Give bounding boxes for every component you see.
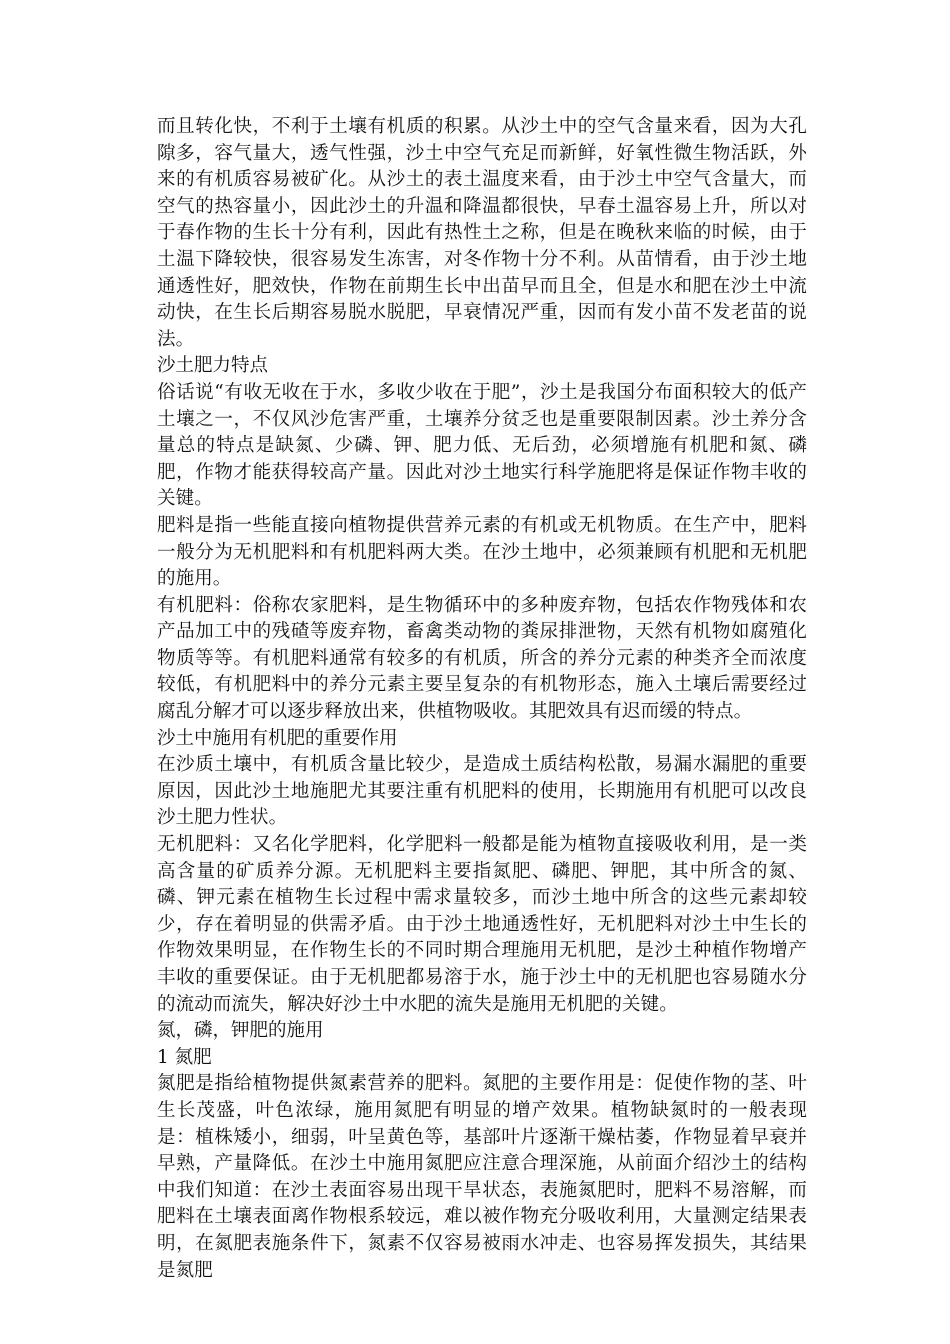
document-page <box>157 114 807 1284</box>
paragraph-fertilizer-definition: 肥料是指一些能直接向植物提供营养元素的有机或无机物质。在生产中，肥料一般分为无机肥料和有机肥料两大类。在沙土地中，必须兼顾有机肥和无机肥的施用。 <box>157 514 807 590</box>
heading-organic-importance: 沙土中施用有机肥的重要作用 <box>157 727 398 749</box>
paragraph-nitrogen: 氮肥是指给植物提供氮素营养的肥料。氮肥的主要作用是：促使作物的茎、叶生长茂盛，叶色浓绿，施用氮肥有明显的增产效果。植物缺氮时的一般表现是：植株矮小，细弱，叶呈黄色等，基部叶片逐渐干燥枯萎，作物显着早衰并早熟，产量降低。在沙土中施用氮肥应注意合理深施，从前面介绍沙土的结构中我们知道：在沙土表面容易出现干旱状态，表施氮肥时，肥料不易溶解，而肥料在土壤表面离作物根系较远，难以被作物充分吸收利用，大量测定结果表明，在氮肥表施条件下，氮素不仅容易被雨水冲走、也容易挥发损失，其结果是氮肥 <box>157 1073 807 1281</box>
paragraph-organic-importance: 在沙质土壤中，有机质含量比较少，是造成土质结构松散，易漏水漏肥的重要原因，因此沙土地施肥尤其要注重有机肥料的使用，长期施用有机肥可以改良沙土肥力性状。 <box>157 754 807 829</box>
paragraph-inorganic-fertilizer: 无机肥料：又名化学肥料，化学肥料一般都是能为植物直接吸收利用，是一类高含量的矿质养分源。无机肥料主要指氮肥、磷肥、钾肥，其中所含的氮、磷、钾元素在植物生长过程中需求量较多，而沙土地中所含的这些元素却较少，存在着明显的供需矛盾。由于沙土地通透性好，无机肥料对沙土中生长的作物效果明显，在作物生长的不同时期合理施用无机肥，是沙土种植作物增产丰收的重要保证。由于无机肥都易溶于水，施于沙土中的无机肥也容易随水分的流动而流失，解决好沙土中水肥的流失是施用无机肥的关键。 <box>157 834 807 1015</box>
paragraph-soil-properties: 而且转化快，不利于土壤有机质的积累。从沙土中的空气含量来看，因为大孔隙多，容气量大，透气性强，沙土中空气充足而新鲜，好氧性微生物活跃，外来的有机质容易被矿化。从沙土的表土温度来看，由于沙土中空气含量大，而空气的热容量小，因此沙土的升温和降温都很快，早春土温容易上升，所以对于春作物的生长十分有利，因此有热性土之称，但是在晚秋来临的时候，由于土温下降较快，很容易发生冻害，对冬作物十分不利。从苗情看，由于沙土地通透性好，肥效快，作物在前期生长中出苗早而且全，但是水和肥在沙土中流动快，在生长后期容易脱水脱肥，早衰情况严重，因而有发小苗不发老苗的说法。 <box>157 116 807 350</box>
paragraph-organic-fertilizer: 有机肥料：俗称农家肥料，是生物循环中的多种废弃物，包括农作物残体和农产品加工中的残碴等废弃物，畜禽类动物的粪尿排泄物，天然有机物如腐殖化物质等等。有机肥料通常有较多的有机质，所含的养分元素的种类齐全而浓度较低，有机肥料中的养分元素主要呈复杂的有机物形态，施入土壤后需要经过腐乱分解才可以逐步释放出来，供植物吸收。其肥效具有迟而缓的特点。 <box>157 594 807 723</box>
heading-npk-application: 氮，磷，钾肥的施用 <box>157 1020 324 1042</box>
paragraph-saying: 俗话说“有收无收在于水，多收少收在于肥”，沙土是我国分布面积较大的低产土壤之一，不仅风沙危害严重，土壤养分贫乏也是重要限制因素。沙土养分含量总的特点是缺氮、少磷、钾、肥力低、无后劲，必须增施有机肥和氮、磷肥，作物才能获得较高产量。因此对沙土地实行科学施肥将是保证作物丰收的关键。 <box>157 381 807 510</box>
heading-sandy-soil-fertility: 沙土肥力特点 <box>157 355 269 377</box>
heading-nitrogen: 1 氮肥 <box>157 1046 212 1068</box>
